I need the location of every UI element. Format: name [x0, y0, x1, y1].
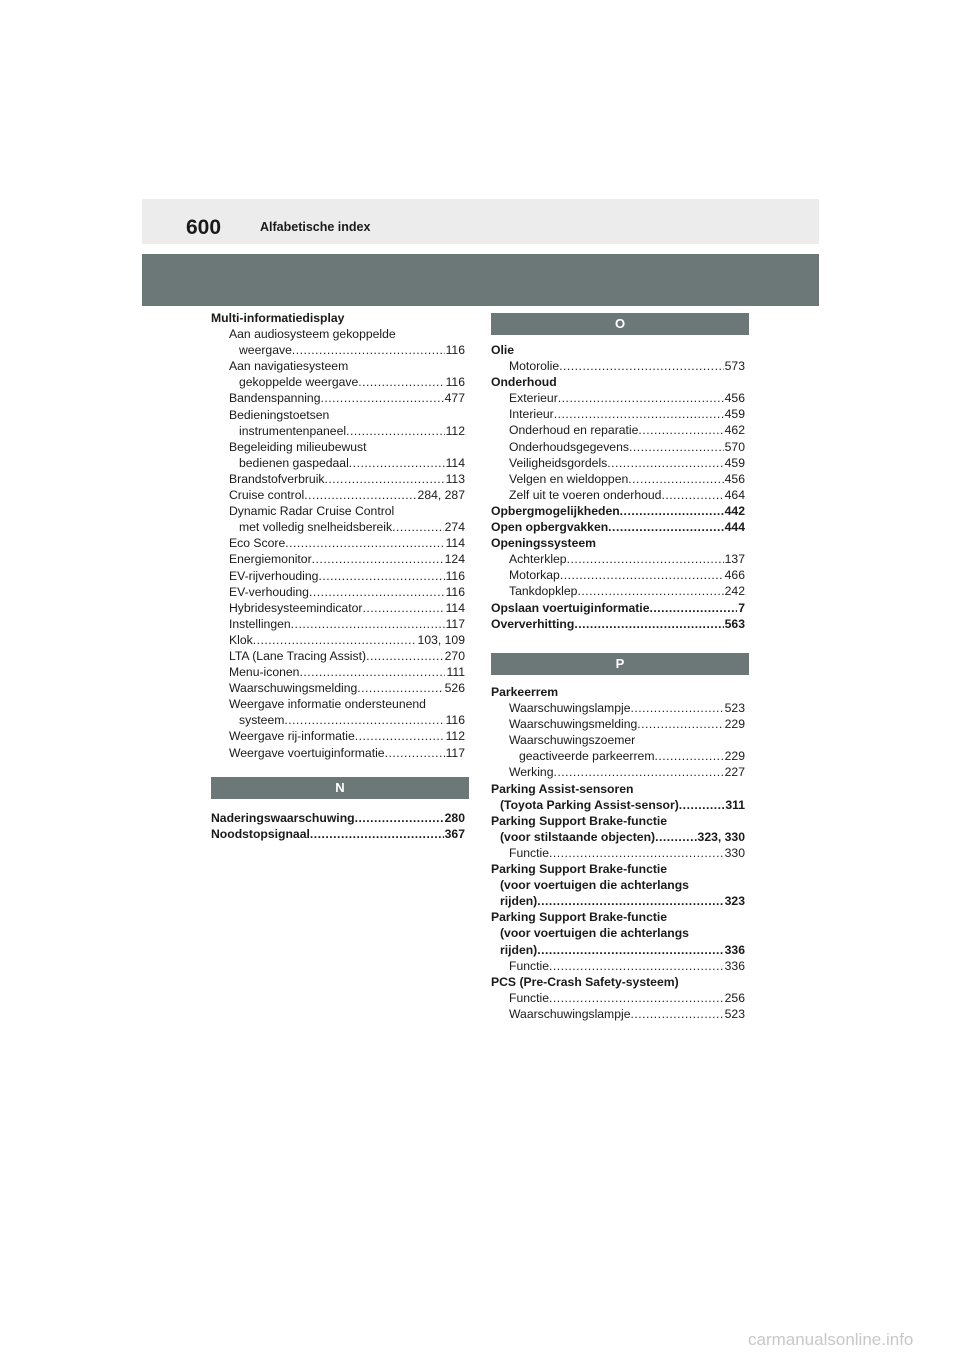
index-entry-text: Klok [229, 632, 253, 647]
index-entry [211, 568, 465, 584]
dot-leader [355, 810, 444, 826]
dot-leader [608, 519, 723, 535]
index-entry: PCS (Pre-Crash Safety-systeem) [491, 974, 679, 989]
index-entry-page: 526 [444, 681, 465, 696]
index-entry-text: Oververhitting [491, 616, 575, 631]
index-entry-text: Onderhoud en reparatie [509, 423, 639, 438]
dot-leader [574, 616, 723, 632]
index-entry-text: Brandstofverbruik [229, 471, 325, 486]
index-entry [491, 519, 745, 535]
index-entry-page: 336 [724, 942, 745, 957]
index-entry-page: 336 [724, 958, 745, 973]
index-entry-text: Noodstopsignaal [211, 827, 310, 842]
page-number: 600 [186, 216, 222, 239]
index-entry [491, 471, 745, 487]
index-entry-text: rijden) [500, 894, 538, 909]
index-entry [211, 648, 465, 664]
index-entry-text: EV-rijverhouding [229, 568, 319, 583]
index-entry-page: 573 [724, 359, 745, 374]
index-entry-page: 137 [724, 552, 745, 567]
index-entry-page: 270 [444, 648, 465, 663]
index-entry: Begeleiding milieubewust [229, 439, 367, 454]
index-entry-page: 256 [724, 990, 745, 1005]
index-entry-page: 124 [444, 552, 465, 567]
index-entry: Waarschuwingszoemer [509, 733, 636, 748]
index-entry: Dynamic Radar Cruise Control [229, 504, 395, 519]
dot-leader [325, 471, 445, 487]
index-entry-text: Opbergmogelijkheden [491, 503, 620, 518]
index-entry: Parking Assist-sensoren [491, 781, 634, 796]
dot-leader [607, 455, 723, 471]
index-entry-page: 229 [724, 717, 745, 732]
index-entry-text: Functie [509, 845, 549, 860]
dot-leader [537, 893, 723, 909]
index-entry-page: 280 [444, 811, 465, 825]
index-entry [491, 1006, 745, 1022]
index-entry [211, 810, 465, 826]
index-entry-page: 242 [724, 584, 745, 599]
index-entry-text: instrumentenpaneel [239, 423, 347, 438]
index-entry [211, 680, 465, 696]
index-entry-page: 113 [445, 471, 465, 486]
dot-leader [638, 422, 723, 438]
index-entry-page: 117 [445, 745, 465, 760]
index-entry-text: weergave [239, 343, 292, 358]
index-entry-text: Functie [509, 990, 549, 1005]
index-entry-page: 284, 287 [417, 488, 465, 503]
dot-leader [549, 958, 724, 974]
index-entry-text: Interieur [509, 407, 554, 422]
index-entry-text: Weergave rij-informatie [229, 729, 355, 744]
index-entry-page: 117 [445, 616, 465, 631]
index-entry-text: Waarschuwingslampje [509, 701, 631, 716]
index-entry [211, 728, 465, 744]
index-entry [491, 390, 745, 406]
index-entry [211, 551, 465, 567]
index-entry [491, 748, 745, 764]
index-entry [211, 600, 465, 616]
index-entry-page: 114 [445, 536, 465, 551]
index-entry-page: 456 [724, 391, 745, 406]
index-entry [211, 664, 465, 680]
index-column-p [491, 684, 745, 1022]
dot-leader [549, 990, 724, 1006]
dot-leader [655, 829, 696, 845]
index-entry-page: 459 [724, 407, 745, 422]
index-entry-text: Menu-iconen [229, 665, 300, 680]
index-entry: Parkeerrem [491, 685, 559, 699]
index-entry-text: met volledig snelheidsbereik [239, 520, 393, 535]
index-entry-text: Waarschuwingsmelding [229, 681, 358, 696]
index-entry: (voor voertuigen die achterlangs [500, 926, 689, 941]
index-entry [211, 712, 465, 728]
dot-leader [554, 406, 724, 422]
index-entry [491, 958, 745, 974]
index-entry: Weergave informatie ondersteunend [229, 697, 426, 712]
index-entry-page: 570 [724, 439, 745, 454]
index-entry: Bedieningstoetsen [229, 407, 330, 422]
index-column-m [211, 310, 465, 761]
index-entry-page: 464 [724, 487, 745, 502]
index-entry-text: Exterieur [509, 391, 558, 406]
index-entry [491, 455, 745, 471]
index-entry [491, 406, 745, 422]
index-entry [491, 583, 745, 599]
index-entry [491, 764, 745, 780]
index-entry-text: Motorkap [509, 568, 560, 583]
index-entry-page: 442 [724, 503, 745, 518]
index-entry [491, 551, 745, 567]
index-entry-text: (Toyota Parking Assist-sensor) [500, 797, 679, 812]
index-entry-page: 103, 109 [417, 632, 465, 647]
dot-leader [253, 632, 417, 648]
index-entry [211, 535, 465, 551]
header-banner [142, 254, 819, 306]
dot-leader [304, 487, 416, 503]
index-entry [211, 423, 465, 439]
dot-leader [560, 567, 724, 583]
dot-leader [346, 423, 445, 439]
index-entry-page: 456 [724, 471, 745, 486]
index-entry: Openingssysteem [491, 536, 596, 551]
index-entry-text: Achterklep [509, 552, 567, 567]
index-entry-text: Tankdopklep [509, 584, 578, 599]
section-title: Alfabetische index [260, 220, 371, 234]
dot-leader [628, 471, 723, 487]
dot-leader [358, 374, 444, 390]
dot-leader [567, 551, 724, 567]
index-entry-text: rijden) [500, 942, 538, 957]
index-entry [211, 487, 465, 503]
index-entry: Multi-informatiedisplay [211, 311, 345, 325]
index-entry-text: Cruise control [229, 488, 305, 503]
index-entry [491, 700, 745, 716]
dot-leader [577, 583, 723, 599]
page-header-bar [142, 199, 819, 244]
index-entry-text: Velgen en wieldoppen [509, 471, 629, 486]
index-entry-text: Instellingen [229, 616, 291, 631]
index-entry-page: 116 [445, 568, 465, 583]
index-entry [491, 797, 745, 813]
index-column-n [211, 810, 465, 842]
index-entry-page: 330 [724, 845, 745, 860]
index-entry-page: 116 [445, 375, 465, 390]
dot-leader [630, 700, 723, 716]
index-entry [211, 632, 465, 648]
index-entry: Aan navigatiesysteem [229, 359, 349, 374]
index-entry-text: (voor stilstaande objecten) [500, 829, 656, 844]
index-entry-text: geactiveerde parkeerrem [519, 749, 655, 764]
letter-heading-p: P [491, 653, 749, 675]
index-entry [491, 358, 745, 374]
index-entry [491, 616, 745, 632]
index-entry-text: Veiligheidsgordels [509, 455, 608, 470]
index-entry-text: Naderingswaarschuwing [211, 811, 355, 825]
dot-leader [655, 748, 724, 764]
watermark-text: carmanualsonline.info [748, 1330, 914, 1349]
index-entry [491, 829, 745, 845]
index-entry-page: 459 [724, 455, 745, 470]
dot-leader [321, 390, 444, 406]
dot-leader [630, 1006, 723, 1022]
dot-leader [649, 600, 737, 616]
dot-leader [629, 439, 724, 455]
dot-leader [637, 716, 723, 732]
index-entry-page: 116 [445, 584, 465, 599]
index-entry-page: 114 [445, 600, 465, 615]
index-entry-page: 323, 330 [697, 829, 745, 844]
index-entry [491, 600, 745, 616]
index-entry [491, 503, 745, 519]
index-entry-text: Werking [509, 765, 554, 780]
index-entry [491, 439, 745, 455]
index-entry-text: Onderhoudsgegevens [509, 439, 629, 454]
index-entry-page: 112 [445, 729, 465, 744]
dot-leader [362, 600, 444, 616]
index-entry [491, 845, 745, 861]
index-entry-text: Motorolie [509, 359, 560, 374]
dot-leader [559, 358, 724, 374]
index-entry-page: 116 [445, 713, 465, 728]
index-entry [491, 716, 745, 732]
index-entry: Parking Support Brake-functie [491, 813, 668, 828]
index-entry-page: 111 [446, 665, 465, 680]
letter-heading-o: O [491, 313, 749, 335]
dot-leader [349, 455, 445, 471]
dot-leader [537, 942, 723, 958]
index-entry: (voor voertuigen die achterlangs [500, 878, 689, 893]
index-entry-text: gekoppelde weergave [239, 375, 359, 390]
index-entry-text: LTA (Lane Tracing Assist) [229, 648, 367, 663]
dot-leader [310, 826, 444, 842]
dot-leader [309, 584, 445, 600]
index-entry-text: Hybridesysteemindicator [229, 600, 363, 615]
index-entry [491, 422, 745, 438]
index-entry [211, 342, 465, 358]
index-entry-text: Energiemonitor [229, 552, 312, 567]
index-entry-text: Opslaan voertuiginformatie [491, 600, 650, 615]
index-entry-page: 311 [725, 797, 745, 812]
index-entry-text: Waarschuwingslampje [509, 1006, 631, 1021]
index-entry [491, 567, 745, 583]
index-entry-page: 444 [724, 520, 745, 535]
index-entry-text: Waarschuwingsmelding [509, 717, 638, 732]
index-entry-page: 523 [724, 1006, 745, 1021]
dot-leader [357, 680, 443, 696]
index-entry [211, 519, 465, 535]
index-entry [491, 487, 745, 503]
index-entry-text: Weergave voertuiginformatie [229, 745, 385, 760]
index-entry-text: Zelf uit te voeren onderhoud [509, 487, 662, 502]
index-entry-page: 323 [724, 894, 745, 909]
index-entry [491, 990, 745, 1006]
index-entry-page: 7 [738, 600, 745, 615]
dot-leader [553, 764, 723, 780]
index-entry: Parking Support Brake-functie [491, 910, 668, 925]
index-entry: Onderhoud [491, 375, 557, 390]
index-entry [211, 616, 465, 632]
index-entry-page: 477 [444, 391, 465, 406]
index-entry: Aan audiosysteem gekoppelde [229, 327, 396, 342]
dot-leader [620, 503, 724, 519]
index-entry: Parking Support Brake-functie [491, 862, 668, 877]
index-entry-page: 367 [444, 827, 465, 842]
index-entry [211, 826, 465, 842]
index-entry [211, 455, 465, 471]
index-column-o [491, 342, 745, 632]
index-entry [211, 745, 465, 761]
index-entry-page: 229 [724, 749, 745, 764]
dot-leader [661, 487, 723, 503]
dot-leader [291, 616, 445, 632]
dot-leader [312, 551, 444, 567]
index-entry-text: Functie [509, 958, 549, 973]
dot-leader [292, 342, 445, 358]
dot-leader [284, 712, 444, 728]
index-entry [491, 942, 745, 958]
index-entry-text: Eco Score [229, 536, 286, 551]
index-entry [211, 584, 465, 600]
index-entry-page: 227 [724, 765, 745, 780]
index-entry-text: Bandenspanning [229, 391, 321, 406]
dot-leader [355, 728, 445, 744]
index-entry-page: 462 [724, 423, 745, 438]
index-entry-page: 274 [444, 520, 465, 535]
dot-leader [318, 568, 444, 584]
dot-leader [366, 648, 444, 664]
index-entry-text: Open opbergvakken [491, 520, 609, 535]
index-entry-page: 523 [724, 701, 745, 716]
letter-heading-n: N [211, 777, 469, 799]
dot-leader [385, 745, 445, 761]
index-entry [211, 390, 465, 406]
dot-leader [299, 664, 445, 680]
index-entry-page: 114 [445, 455, 465, 470]
index-entry [211, 374, 465, 390]
dot-leader [558, 390, 724, 406]
index-entry-page: 112 [445, 423, 465, 438]
index-entry-page: 466 [724, 568, 745, 583]
dot-leader [549, 845, 724, 861]
dot-leader [392, 519, 444, 535]
index-entry-text: systeem [239, 713, 285, 728]
dot-leader [285, 535, 444, 551]
index-entry [491, 893, 745, 909]
index-entry: Olie [491, 343, 515, 357]
index-entry-text: bedienen gaspedaal [239, 455, 349, 470]
index-entry [211, 471, 465, 487]
dot-leader [679, 797, 725, 813]
index-entry-page: 116 [445, 343, 465, 358]
index-entry-text: EV-verhouding [229, 584, 309, 599]
index-entry-page: 563 [724, 616, 745, 631]
